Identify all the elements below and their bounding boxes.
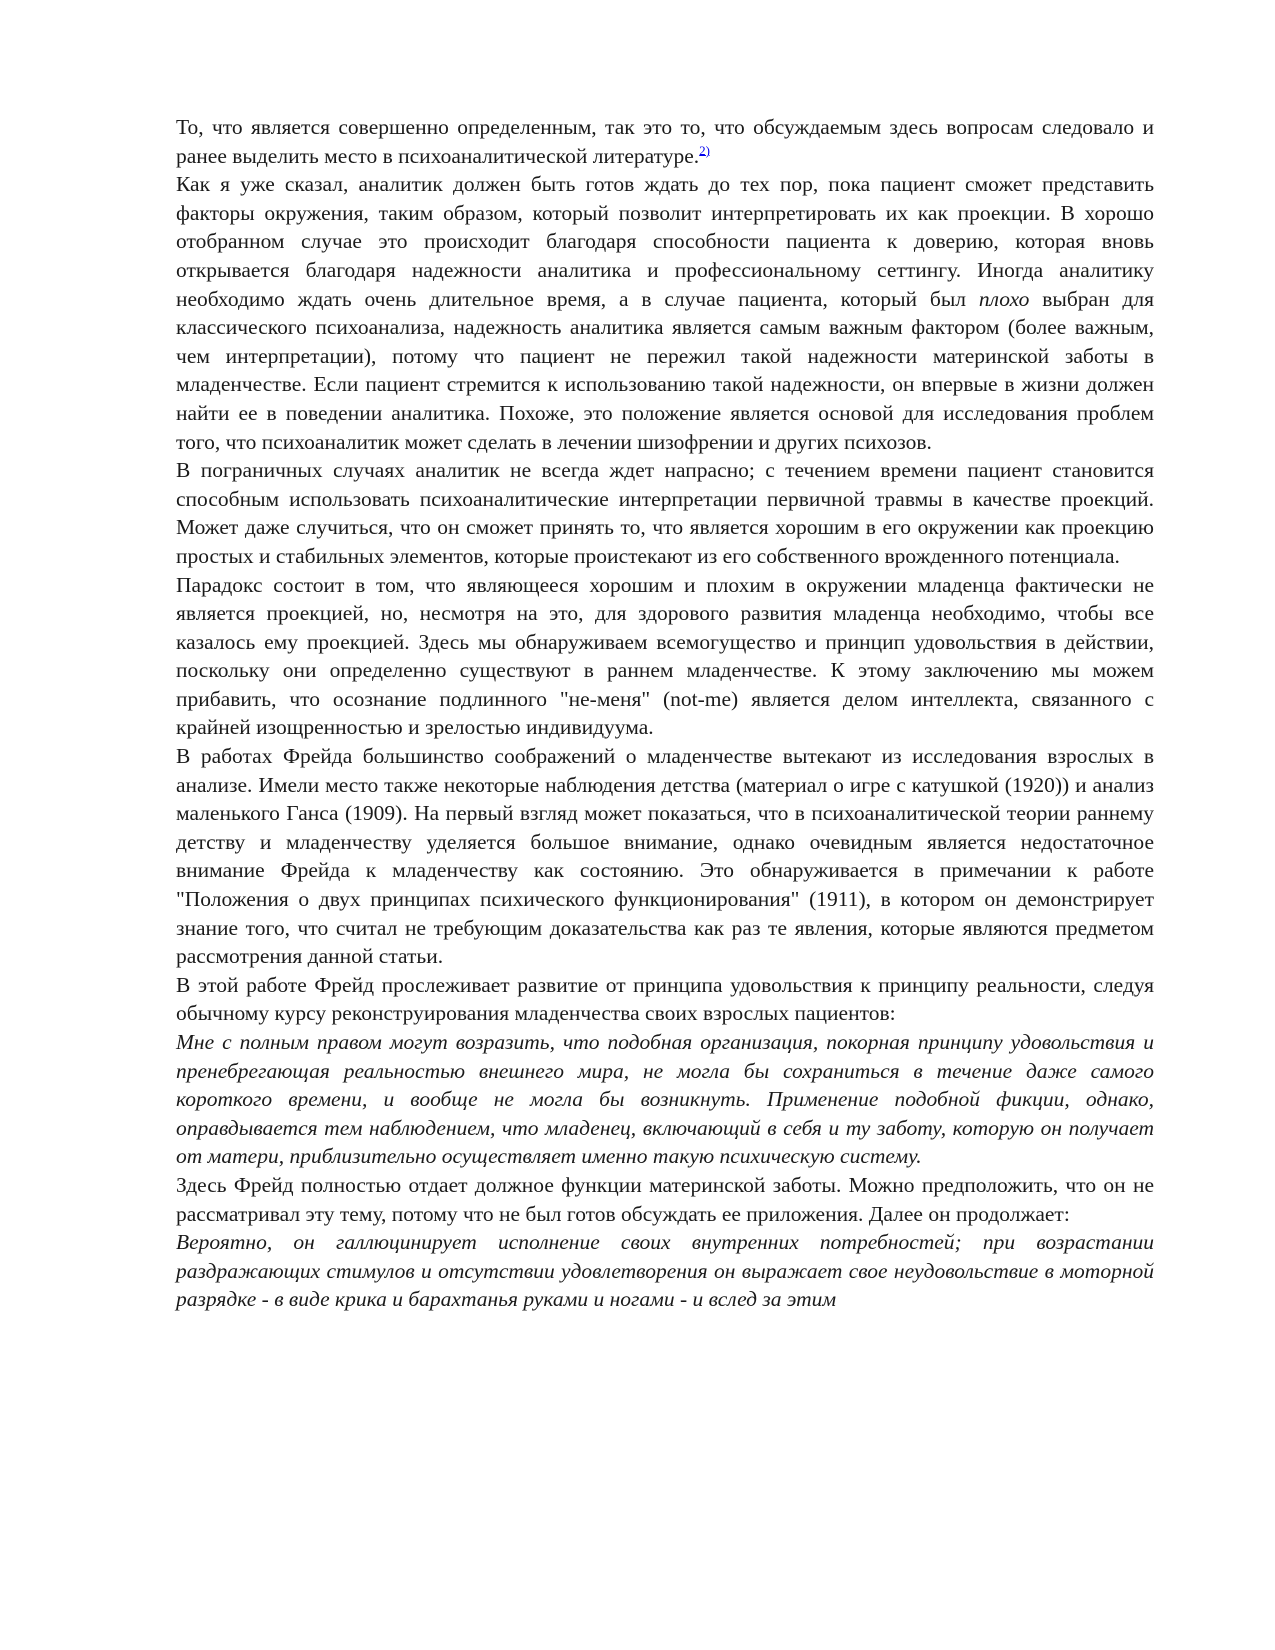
- paragraph-4: Парадокс состоит в том, что являющееся хорошим и плохим в окружении младенца фактически не является проекцией, но, несмотря на это, для здорового развития младенца необходимо, чтобы все казалось ему проекцией. Здесь мы обнаруживаем всемогущество и принцип удовольствия в действии, поскольку они определенно существуют в раннем младенчестве. К этому заключению мы можем прибавить, что осознание подлинного "не-меня" (not-me) является делом интеллекта, связанного с крайней изощренностью и зрелостью индивидуума.: [176, 572, 1154, 740]
- paragraph-7: Здесь Фрейд полностью отдает должное функции материнской заботы. Можно предположить, что он не рассматривал эту тему, потому что не был готов обсуждать ее приложения. Далее он продолжает:: [176, 1172, 1154, 1226]
- quote-1: Мне с полным правом могут возразить, что подобная организация, покорная принципу удовольствия и пренебрегающая реальностью внешнего мира, не могла бы сохраниться в течение даже самого короткого времени, и вообще не могла бы возникнуть. Применение подобной фикции, однако, оправдывается тем наблюдением, что младенец, включающий в себя и ту заботу, которую он получает от матери, приблизительно осуществляет именно такую психическую систему.: [176, 1030, 1154, 1169]
- footnote-link[interactable]: 2): [699, 142, 710, 158]
- paragraph-6: В этой работе Фрейд прослеживает развитие от принципа удовольствия к принципу реальности, следуя обычному курсу реконструирования младенчества своих взрослых пациентов:: [176, 972, 1154, 1026]
- emphasis-word: плохо: [978, 286, 1030, 311]
- paragraph-2-text-end: выбран для классического психоанализа, надежность аналитика является самым важным фактором (более важным, чем интерпретации), потому что пациент не пережил такой надежности материнской заботы в младенчестве. Если пациент стремится к использованию такой надежности, он впервые в жизни должен найти ее в поведении аналитика. Похоже, это положение является основой для исследования проблем того, что психоаналитик может сделать в лечении шизофрении и других психозов.: [176, 286, 1154, 454]
- quote-2: Вероятно, он галлюцинирует исполнение своих внутренних потребностей; при возрастании раздражающих стимулов и отсутствии удовлетворения он выражает свое неудовольствие в моторной разрядке - в виде крика и барахтанья руками и ногами - и вслед за этим: [176, 1230, 1154, 1312]
- paragraph-2-text-start: Как я уже сказал, аналитик должен быть готов ждать до тех пор, пока пациент сможет представить факторы окружения, таким образом, который позволит интерпретировать их как проекции. В хорошо отобранном случае это происходит благодаря способности пациента к доверию, которая вновь открывается благодаря надежности аналитика и профессиональному сеттингу. Иногда аналитику необходимо ждать очень длительное время, а в случае пациента, который был: [176, 172, 1154, 311]
- document-page: [176, 113, 1154, 1314]
- paragraph-3: В пограничных случаях аналитик не всегда ждет напрасно; с течением времени пациент становится способным использовать психоаналитические интерпретации первичной травмы в качестве проекций. Может даже случиться, что он сможет принять то, что является хорошим в его окружении как проекцию простых и стабильных элементов, которые проистекают из его собственного врожденного потенциала.: [176, 458, 1154, 568]
- paragraph-5: В работах Фрейда большинство соображений о младенчестве вытекают из исследования взрослых в анализе. Имели место также некоторые наблюдения детства (материал о игре с катушкой (1920)) и анализ маленького Ганса (1909). На первый взгляд может показаться, что в психоаналитической теории раннему детству и младенчеству уделяется большое внимание, однако очевидным является недостаточное внимание Фрейда к младенчеству как состоянию. Это обнаруживается в примечании к работе "Положения о двух принципах психического функционирования" (1911), в котором он демонстрирует знание того, что считал не требующим доказательства как раз те явления, которые являются предметом рассмотрения данной статьи.: [176, 744, 1154, 969]
- paragraph-1: [176, 113, 1154, 170]
- paragraph-1-text: То, что является совершенно определенным, так это то, что обсуждаемым здесь вопросам следовало и ранее выделить место в психоаналитической литературе.: [176, 115, 1154, 168]
- paragraph-2: [176, 170, 1154, 456]
